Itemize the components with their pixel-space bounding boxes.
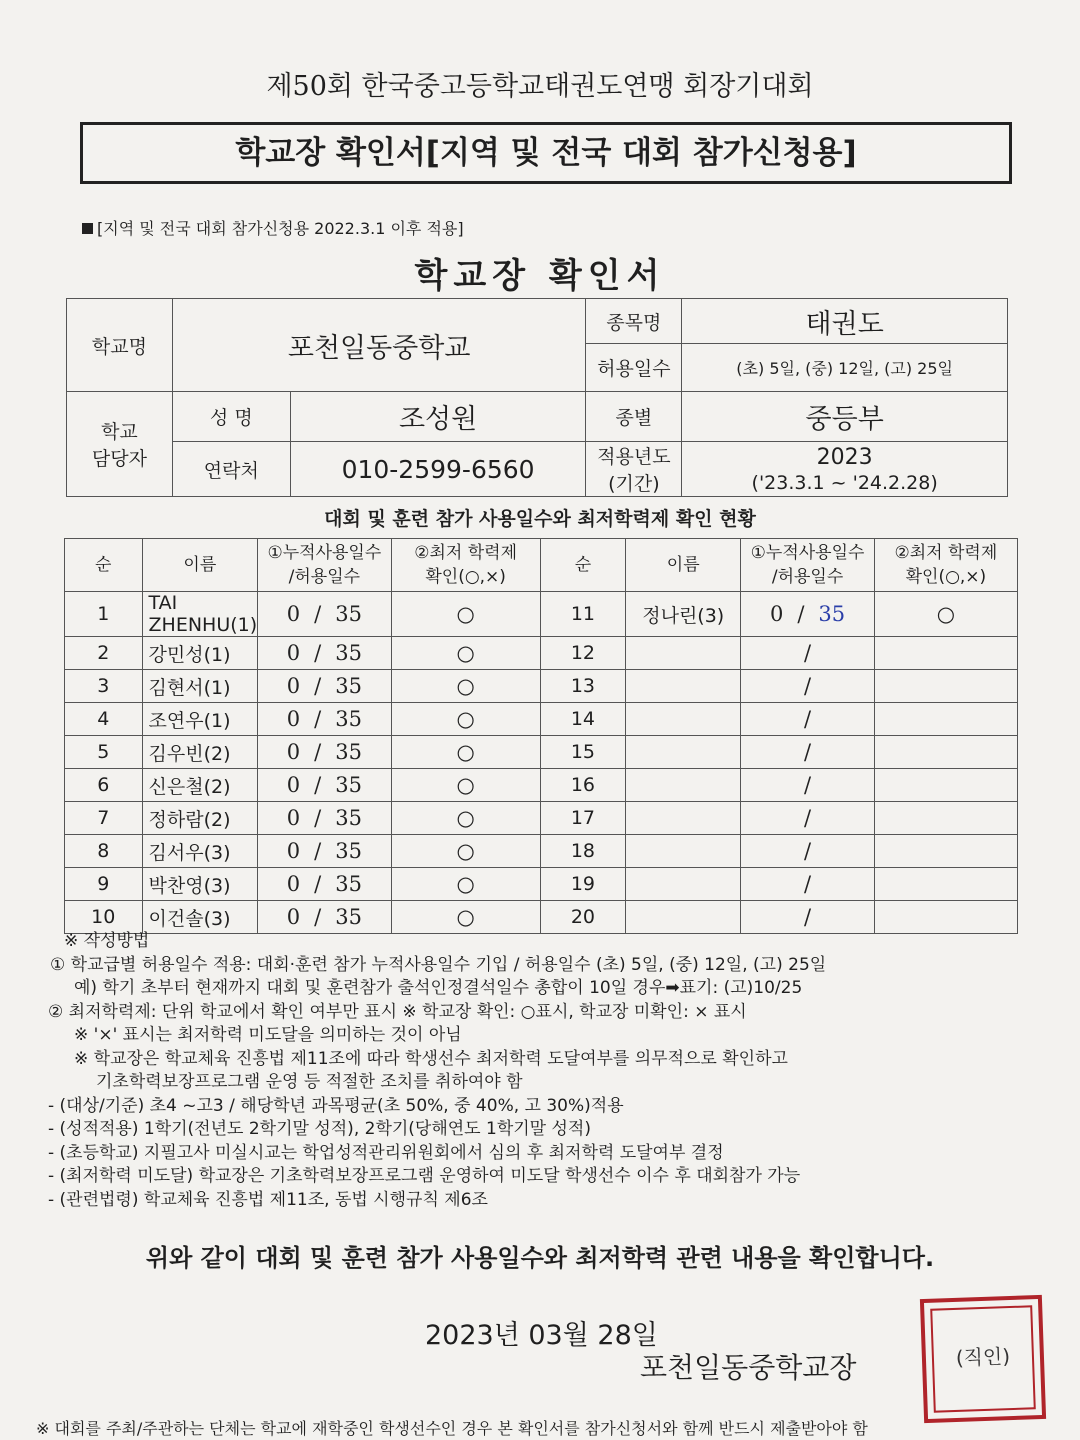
header-check-1: ②최저 학력제 — [414, 543, 518, 563]
allowed-label: 허용일수 — [586, 344, 682, 392]
confirm-text: 위와 같이 대회 및 훈련 참가 사용일수와 최저학력 관련 내용을 확인합니다. — [145, 1244, 935, 1272]
date: 2023년 03월 28일 — [425, 1320, 658, 1351]
check-mark: ○ — [391, 868, 540, 901]
row-no: 19 — [540, 868, 625, 901]
seal-stamp — [920, 1295, 1046, 1423]
check-mark: ○ — [391, 703, 540, 736]
header-check-2: 확인(○,×) — [425, 567, 506, 587]
check-mark — [874, 769, 1017, 802]
square-bullet-icon — [82, 223, 93, 234]
header-days-right — [741, 539, 874, 592]
used-days: 0 — [286, 674, 301, 698]
division-label: 종별 — [586, 392, 682, 442]
allowed-days: 35 — [335, 839, 362, 863]
header-check-right-2: 확인(○,×) — [905, 567, 987, 587]
allowed-days: 35 — [335, 740, 362, 764]
contact-label: 연락처 — [172, 442, 290, 497]
check-mark — [874, 901, 1017, 934]
check-mark — [874, 703, 1017, 736]
student-name — [626, 670, 741, 703]
student-name: 강민성(1) — [142, 637, 258, 670]
info-table — [66, 298, 1008, 497]
student-name — [626, 769, 741, 802]
apply-note-text: [지역 및 전국 대회 참가신청용 2022.3.1 이후 적용] — [97, 219, 464, 238]
seal-label: (직인) — [955, 1344, 1011, 1370]
staff-label-2: 담당자 — [91, 448, 147, 470]
row-no: 11 — [540, 592, 625, 637]
used-days: 0 — [286, 602, 301, 626]
student-name: 김우빈(2) — [142, 736, 258, 769]
check-mark: ○ — [391, 835, 540, 868]
slash: / — [797, 602, 805, 626]
student-name — [626, 736, 741, 769]
header-no: 순 — [65, 539, 143, 592]
days-cell — [258, 703, 391, 736]
header-no-right: 순 — [540, 539, 625, 592]
student-name — [626, 703, 741, 736]
allowed-days: 35 — [335, 707, 362, 731]
check-mark: ○ — [391, 670, 540, 703]
event-label: 종목명 — [586, 299, 682, 344]
note-line: ② 최저학력제: 단위 학교에서 확인 여부만 표시 ※ 학교장 확인: ○표시, 학교장 미확인: × 표시 — [48, 1001, 747, 1022]
year-label — [586, 442, 682, 497]
slash: / — [804, 641, 812, 665]
header-name-right: 이름 — [626, 539, 741, 592]
header-check — [391, 539, 540, 592]
roster-table — [64, 538, 1018, 934]
row-no: 9 — [65, 868, 143, 901]
table-row — [65, 592, 1018, 637]
slash: / — [314, 806, 322, 830]
allowed-value: (초) 5일, (중) 12일, (고) 25일 — [682, 344, 1008, 392]
year-cell — [682, 442, 1008, 497]
check-mark: ○ — [391, 637, 540, 670]
row-no: 12 — [540, 637, 625, 670]
note-line: - (초등학교) 지필고사 미실시교는 학업성적관리위원회에서 심의 후 최저학력 도달여부 결정 — [48, 1142, 724, 1163]
year-label-2: (기간) — [608, 473, 660, 495]
header-days-2: /허용일수 — [288, 567, 361, 587]
allowed-days: 35 — [335, 674, 362, 698]
days-cell — [741, 637, 874, 670]
check-mark — [874, 670, 1017, 703]
allowed-days: 35 — [335, 773, 362, 797]
header-name: 이름 — [142, 539, 258, 592]
check-mark: ○ — [391, 802, 540, 835]
used-days: 0 — [286, 773, 301, 797]
table-row — [65, 637, 1018, 670]
allowed-days: 35 — [335, 602, 362, 626]
roster-title: 대회 및 훈련 참가 사용일수와 최저학력제 확인 현황 — [324, 508, 756, 530]
row-no: 5 — [65, 736, 143, 769]
main-title: 학교장 확인서 — [414, 256, 666, 296]
table-row — [65, 901, 1018, 934]
days-cell — [258, 769, 391, 802]
slash: / — [804, 773, 812, 797]
check-mark: ○ — [391, 736, 540, 769]
row-no: 14 — [540, 703, 625, 736]
days-cell — [741, 670, 874, 703]
name-value: 조성원 — [290, 392, 586, 442]
school-label: 학교명 — [67, 299, 173, 392]
used-days: 0 — [286, 641, 301, 665]
slash: / — [804, 806, 812, 830]
days-cell — [258, 835, 391, 868]
form-title: 학교장 확인서[지역 및 전국 대회 참가신청용] — [80, 122, 1012, 184]
notes-heading: ※ 작성방법 — [64, 931, 150, 951]
days-cell — [258, 670, 391, 703]
row-no: 3 — [65, 670, 143, 703]
row-no: 4 — [65, 703, 143, 736]
slash: / — [314, 602, 322, 626]
slash: / — [314, 674, 322, 698]
slash: / — [804, 839, 812, 863]
student-name — [626, 868, 741, 901]
used-days: 0 — [286, 872, 301, 896]
student-name — [626, 901, 741, 934]
student-name — [626, 835, 741, 868]
principal: 포천일동중학교장 — [640, 1351, 857, 1384]
year-value: 2023 — [816, 444, 873, 470]
row-no: 2 — [65, 637, 143, 670]
student-name: 정나린(3) — [626, 592, 741, 637]
slash: / — [314, 839, 322, 863]
student-name: 김서우(3) — [142, 835, 258, 868]
days-cell — [258, 592, 391, 637]
header-days-1: ①누적사용일수 — [267, 543, 382, 563]
check-mark — [874, 868, 1017, 901]
notes — [48, 930, 1038, 1212]
days-cell — [258, 736, 391, 769]
table-row — [65, 769, 1018, 802]
check-mark: ○ — [391, 901, 540, 934]
period-value: ('23.3.1 ~ '24.2.28) — [751, 471, 938, 494]
used-days: 0 — [286, 707, 301, 731]
slash: / — [804, 707, 812, 731]
apply-note — [82, 216, 464, 239]
event-value: 태권도 — [682, 299, 1008, 344]
slash: / — [314, 707, 322, 731]
slash: / — [804, 905, 812, 929]
student-name: 조연우(1) — [142, 703, 258, 736]
used-days: 0 — [286, 905, 301, 929]
student-name — [626, 802, 741, 835]
note-line: - (대상/기준) 초4 ~고3 / 해당학년 과목평균(초 50%, 중 40%, 고 30%)적용 — [48, 1095, 624, 1116]
student-name: 신은철(2) — [142, 769, 258, 802]
table-row — [65, 835, 1018, 868]
used-days: 0 — [286, 806, 301, 830]
used-days: 0 — [769, 602, 784, 626]
header-days — [258, 539, 391, 592]
student-name: 이건솔(3) — [142, 901, 258, 934]
row-no: 20 — [540, 901, 625, 934]
slash: / — [804, 872, 812, 896]
used-days: 0 — [286, 740, 301, 764]
student-name: 김현서(1) — [142, 670, 258, 703]
note-line: - (관련법령) 학교체육 진흥법 제11조, 동법 시행규칙 제6조 — [48, 1189, 488, 1210]
row-no: 13 — [540, 670, 625, 703]
name-label: 성 명 — [172, 392, 290, 442]
student-name: 정하람(2) — [142, 802, 258, 835]
footer-note: ※ 대회를 주최/주관하는 단체는 학교에 재학중인 학생선수인 경우 본 확인서를 참가신청서와 함께 반드시 제출받아야 함 — [36, 1419, 868, 1438]
note-line: ※ '×' 표시는 최저학력 미도달을 의미하는 것이 아님 — [74, 1025, 462, 1045]
year-label-1: 적용년도 — [597, 446, 671, 468]
slash: / — [314, 905, 322, 929]
allowed-days: 35 — [818, 602, 846, 626]
table-row — [65, 868, 1018, 901]
days-cell — [741, 802, 874, 835]
check-mark — [874, 835, 1017, 868]
slash: / — [314, 740, 322, 764]
staff-label — [67, 392, 173, 497]
table-row — [65, 802, 1018, 835]
header-days-right-2: /허용일수 — [771, 567, 844, 587]
note-line: 예) 학기 초부터 현재까지 대회 및 훈련참가 출석인정결석일수 총합이 10일 경우➡표기: (고)10/25 — [74, 978, 803, 998]
days-cell — [258, 802, 391, 835]
slash: / — [314, 872, 322, 896]
row-no: 18 — [540, 835, 625, 868]
school-name: 포천일동중학교 — [172, 299, 586, 392]
header-check-right — [874, 539, 1017, 592]
header-days-right-1: ①누적사용일수 — [750, 543, 865, 563]
student-name: 박찬영(3) — [142, 868, 258, 901]
row-no: 17 — [540, 802, 625, 835]
slash: / — [804, 740, 812, 764]
note-line: ① 학교급별 허용일수 적용: 대회·훈련 참가 누적사용일수 기입 / 허용일수 (초) 5일, (중) 12일, (고) 25일 — [50, 954, 827, 975]
table-row — [65, 736, 1018, 769]
header-check-right-1: ②최저 학력제 — [894, 543, 998, 563]
table-row — [65, 670, 1018, 703]
check-mark: ○ — [391, 592, 540, 637]
student-name — [626, 637, 741, 670]
check-mark: ○ — [391, 769, 540, 802]
days-cell — [741, 736, 874, 769]
days-cell — [741, 769, 874, 802]
check-mark — [874, 802, 1017, 835]
table-row — [65, 703, 1018, 736]
days-cell — [258, 868, 391, 901]
note-line: ※ 학교장은 학교체육 진흥법 제11조에 따라 학생선수 최저학력 도달여부를 의무적으로 확인하고 — [74, 1048, 788, 1069]
row-no: 1 — [65, 592, 143, 637]
days-cell — [741, 901, 874, 934]
check-mark — [874, 637, 1017, 670]
check-mark — [874, 736, 1017, 769]
days-cell — [258, 637, 391, 670]
division-value: 중등부 — [682, 392, 1008, 442]
days-cell — [258, 901, 391, 934]
used-days: 0 — [286, 839, 301, 863]
note-line: - (최저학력 미도달) 학교장은 기초학력보장프로그램 운영하여 미도달 학생선수 이수 후 대회참가 가능 — [48, 1166, 801, 1186]
contact-value: 010-2599-6560 — [290, 442, 586, 497]
allowed-days: 35 — [335, 806, 362, 830]
row-no: 8 — [65, 835, 143, 868]
days-cell — [741, 835, 874, 868]
row-no: 16 — [540, 769, 625, 802]
days-cell — [741, 592, 874, 637]
row-no: 15 — [540, 736, 625, 769]
student-name: TAI ZHENHU(1) — [142, 592, 258, 637]
row-no: 6 — [65, 769, 143, 802]
row-no: 7 — [65, 802, 143, 835]
days-cell — [741, 868, 874, 901]
row-no: 10 — [65, 901, 143, 934]
event-title: 제50회 한국중고등학교태권도연맹 회장기대회 — [266, 71, 814, 102]
days-cell — [741, 703, 874, 736]
allowed-days: 35 — [335, 641, 362, 665]
slash: / — [314, 773, 322, 797]
check-mark: ○ — [874, 592, 1017, 637]
allowed-days: 35 — [335, 905, 362, 929]
allowed-days: 35 — [335, 872, 362, 896]
slash: / — [314, 641, 322, 665]
note-line: 기초학력보장프로그램 운영 등 적절한 조치를 취하여야 함 — [96, 1072, 523, 1092]
staff-label-1: 학교 — [101, 421, 138, 443]
slash: / — [804, 674, 812, 698]
note-line: - (성적적용) 1학기(전년도 2학기말 성적), 2학기(당해연도 1학기말 성적) — [48, 1119, 591, 1139]
